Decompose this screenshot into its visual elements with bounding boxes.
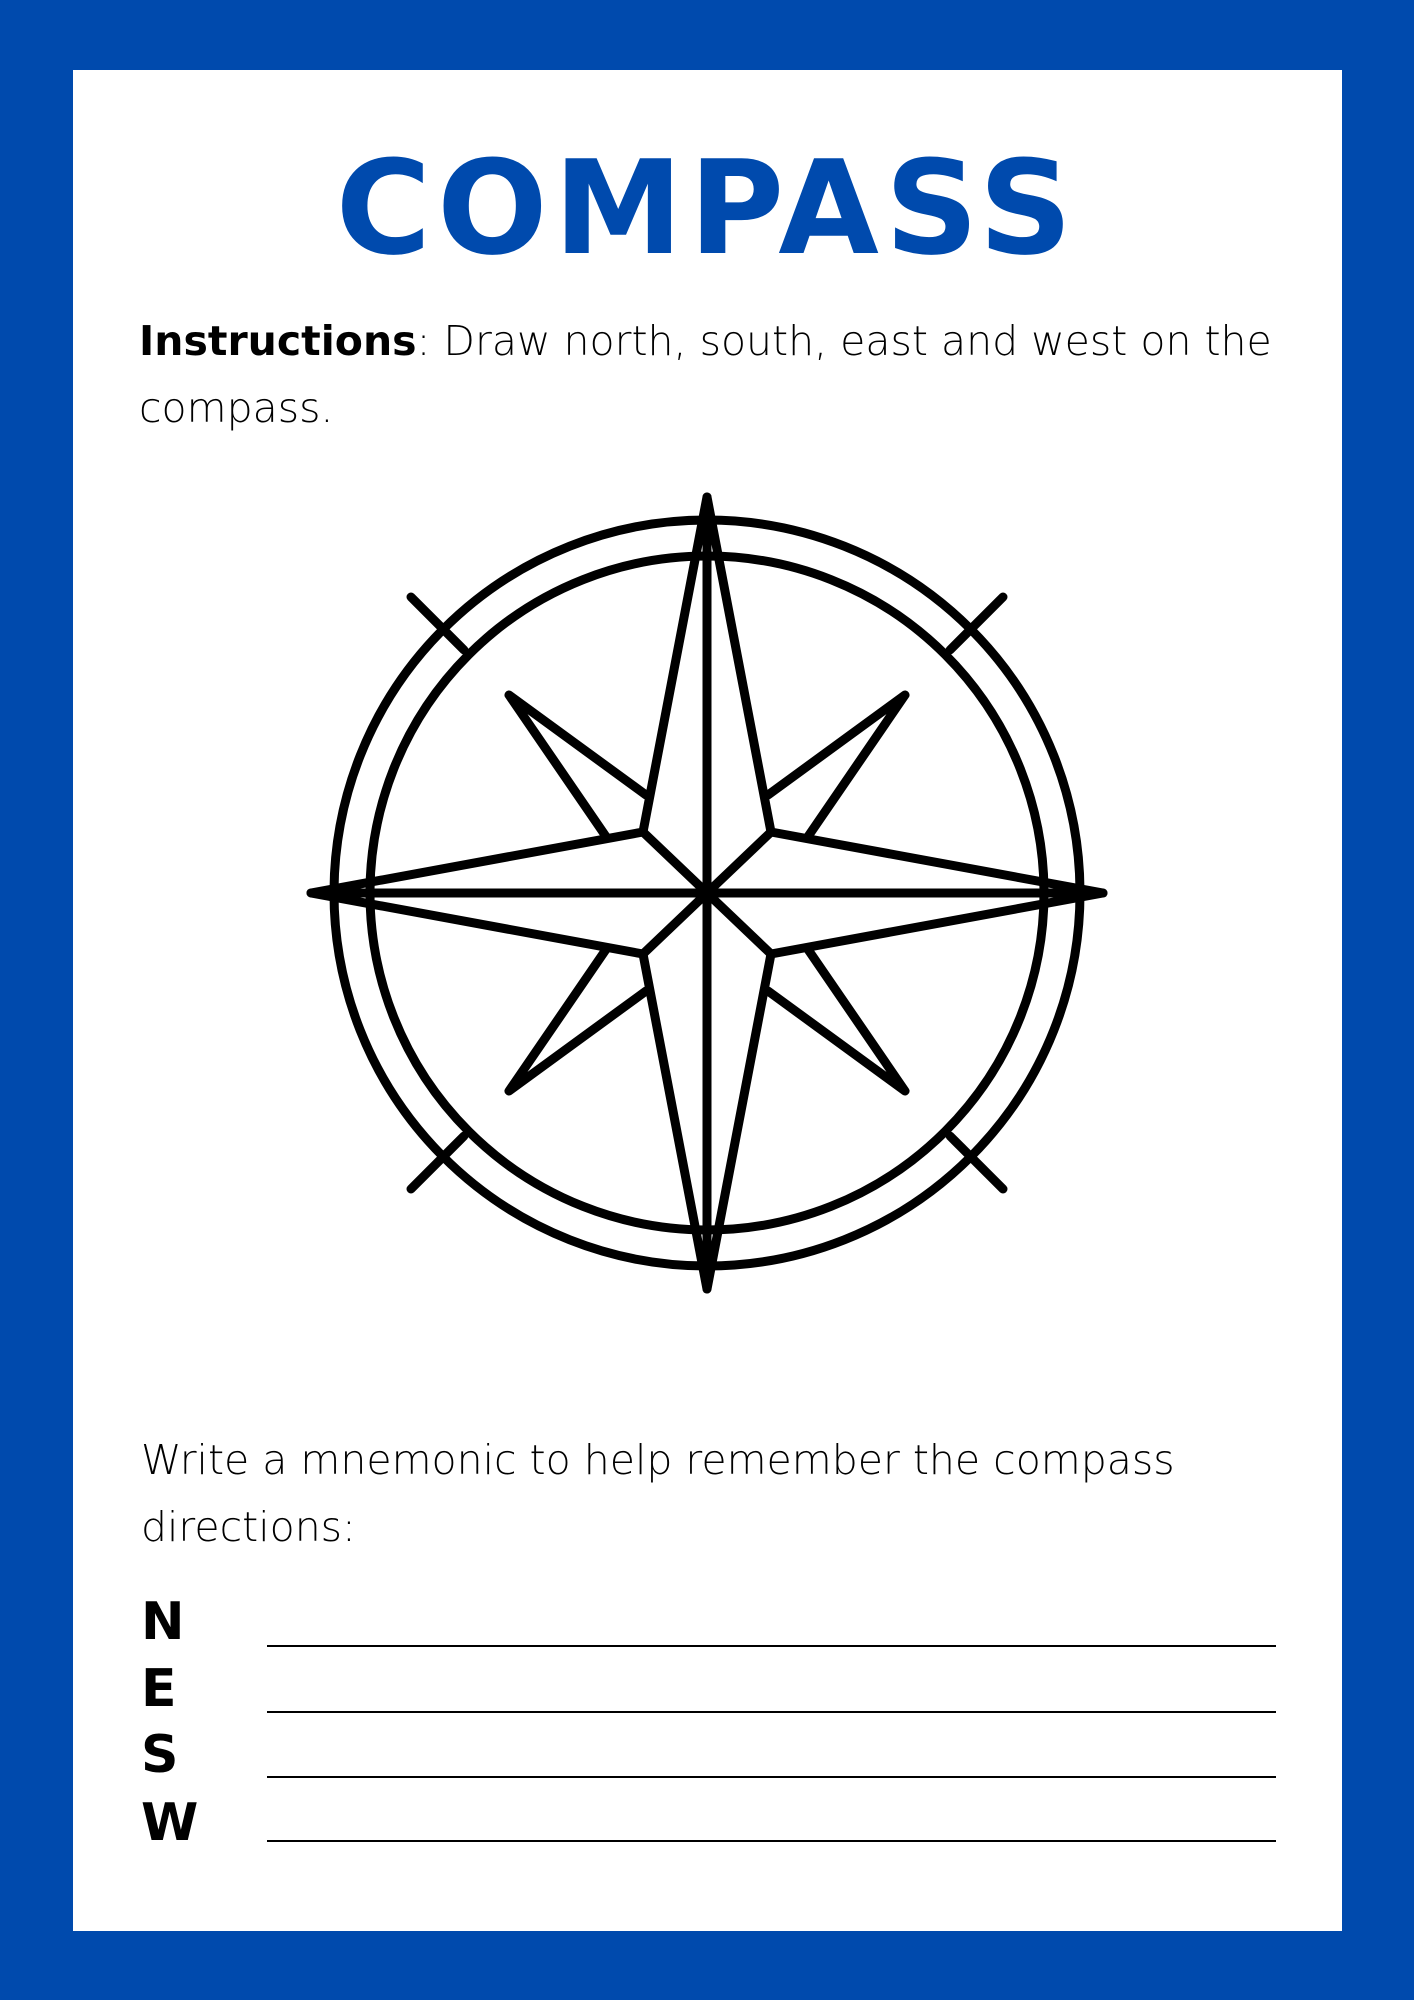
compass-point-sw [509,948,646,1091]
mnemonic-row-n [141,1589,1276,1655]
instructions-text: : Draw north, south, east and west on the compass. [139,317,1272,432]
mnemonic-row-s [141,1722,1276,1788]
mnemonic-letter: W [141,1793,199,1853]
mnemonic-prompt: Write a mnemonic to help remember the compass directions: [141,1436,1175,1551]
mnemonic-letter: S [141,1725,179,1785]
mnemonic-letter: E [141,1659,177,1719]
compass-tick-nw [411,597,464,650]
compass-tick-ne [950,597,1003,650]
mnemonic-answer-line[interactable] [267,1645,1276,1647]
mnemonic-answer-line[interactable] [267,1840,1276,1842]
compass-point-nw [509,695,646,838]
compass-tick-se [950,1136,1003,1189]
mnemonic-answer-line[interactable] [267,1776,1276,1778]
compass-tick-sw [411,1136,464,1189]
compass-point-ne [768,695,905,838]
page-title: COMPASS [335,132,1079,284]
mnemonic-letter: N [141,1592,185,1652]
compass-point-se [768,948,905,1091]
instructions [139,308,1279,442]
instructions-label: Instructions [139,317,417,365]
mnemonic-row-w [141,1790,1276,1856]
compass-rose-icon [296,482,1118,1304]
mnemonic-row-e [141,1656,1276,1722]
mnemonic-answer-line[interactable] [267,1711,1276,1713]
